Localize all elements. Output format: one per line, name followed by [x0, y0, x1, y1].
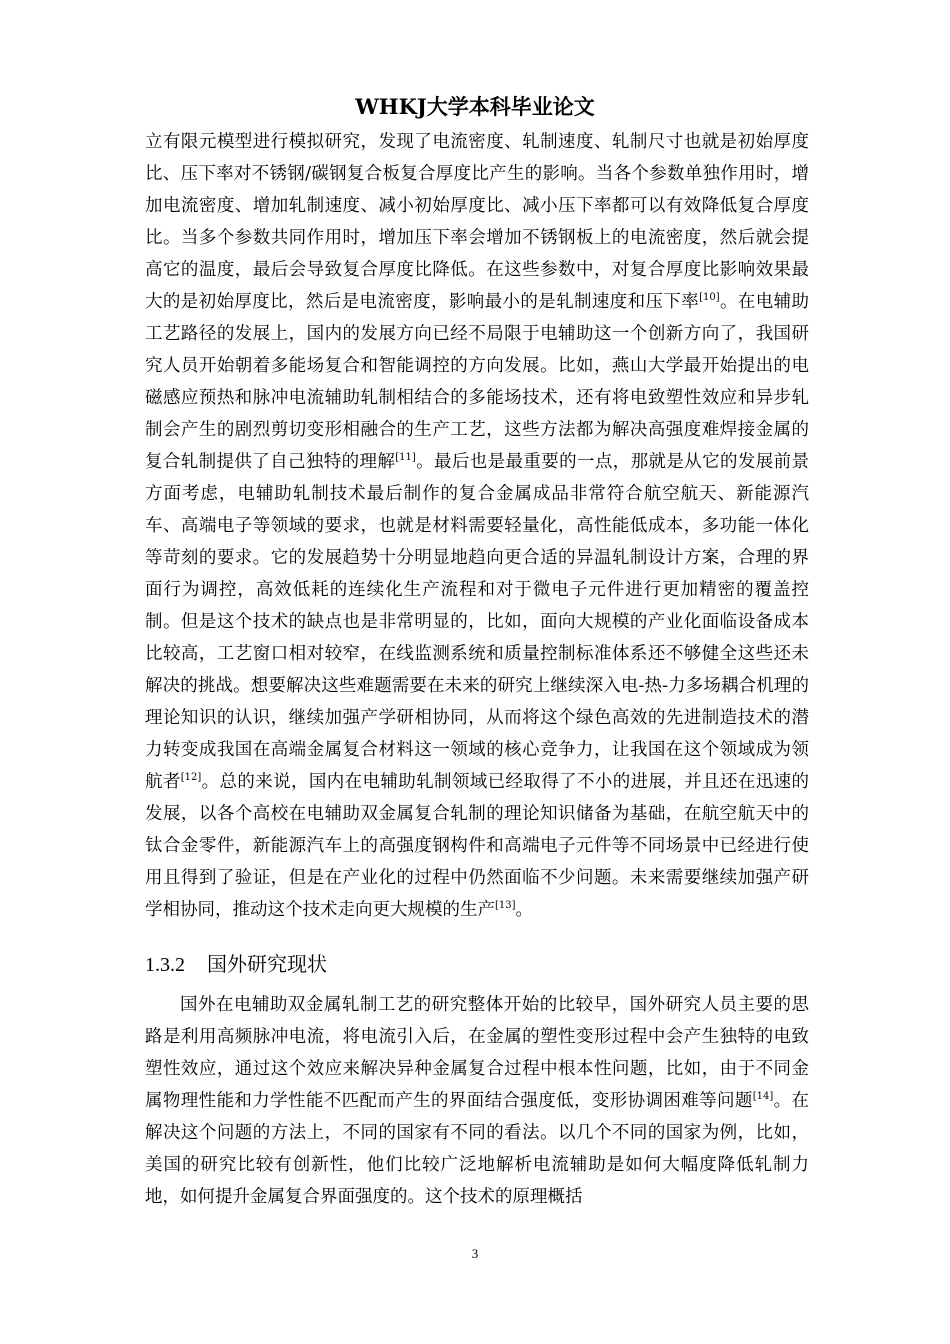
- citation: [13]: [495, 900, 516, 912]
- citation: [10]: [699, 292, 720, 304]
- citation: [14]: [752, 1091, 774, 1103]
- citation: [11]: [395, 452, 416, 464]
- paragraph-text: 国外在电辅助双金属轧制工艺的研究整体开始的比较早，国外研究人员主要的思路是利用高频脉冲电流，将电流引入后，在金属的塑性变形过程中会产生独特的电致塑性效应，通过这个效应来解决异种金属复合过程中根本性问题，比如，由于不同金属物理性能和力学性能不匹配而产生的界面结合强度低，变形协调困难等问题: [145, 995, 809, 1111]
- paragraph-text: 。最后也是最重要的一点，那就是从它的发展前景方面考虑，电辅助轧制技术最后制作的复合金属成品非常符合航空航天、新能源汽车、高端电子等领域的要求，也就是材料需要轻量化，高性能低成本，多功能一体化等苛刻的要求。它的发展趋势十分明显地趋向更合适的异温轧制设计方案，合理的界面行为调控，高效低耗的连续化生产流程和对于微电子元件进行更加精密的覆盖控制。但是这个技术的缺点也是非常明显的，比如，面向大规模的产业化面临设备成本比较高，工艺窗口相对较窄，在线监测系统和质量控制标准体系还不够健全这些还未解决的挑战。想要解决这些难题需要在未来的研究上继续深入电-热-力多场耦合机理的理论知识的认识，继续加强产学研相协同，从而将这个绿色高效的先进制造技术的潜力转变成我国在高端金属复合材料这一领域的核心竞争力，让我国在这个领域成为领航者: [145, 452, 810, 792]
- paragraph-foreign-research: [145, 989, 809, 1213]
- paragraph-text: 立有限元模型进行模拟研究，发现了电流密度、轧制速度、轧制尺寸也就是初始厚度比、压下率对不锈钢/碳钢复合板复合厚度比产生的影响。当各个参数单独作用时，增加电流密度、增加轧制速度、减小初始厚度比、减小压下率都可以有效降低复合厚度比。当多个参数共同作用时，增加压下率会增加不锈钢板上的电流密度，然后就会提高它的温度，最后会导致复合厚度比降低。在这些参数中，对复合厚度比影响效果最大的是初始厚度比，然后是电流密度，影响最小的是轧制速度和压下率: [145, 132, 809, 312]
- section-heading: [145, 948, 327, 981]
- page-number: 3: [471, 1246, 479, 1261]
- paragraph-text: 。在电辅助工艺路径的发展上，国内的发展方向已经不局限于电辅助这一个创新方向了，我国研究人员开始朝着多能场复合和智能调控的方向发展。比如，燕山大学最开始提出的电磁感应预热和脉冲电流辅助轧制相结合的多能场技术，还有将电致塑性效应和异步轧制会产生的剧烈剪切变形相融合的生产工艺，这些方法都为解决高强度难焊接金属的复合轧制提供了自己独特的理解: [145, 292, 810, 472]
- paragraph-text: 。: [515, 900, 534, 920]
- page-header: WHKJ大学本科毕业论文: [355, 94, 595, 119]
- paragraph-domestic-research: [145, 126, 809, 926]
- paragraph-text: 。在解决这个问题的方法上，不同的国家有不同的看法。以几个不同的国家为例，比如，美国的研究比较有创新性，他们比较广泛地解析电流辅助是如何大幅度降低轧制力地，如何提升金属复合界面强度的。这个技术的原理概括: [145, 1091, 809, 1207]
- section-number: 1.3.2: [145, 954, 185, 976]
- paragraph-text: 。总的来说，国内在电辅助轧制领域已经取得了不小的进展，并且还在迅速的发展，以各个高校在电辅助双金属复合轧制的理论知识储备为基础，在航空航天中的钛合金零件，新能源汽车上的高强度钢构件和高端电子元件等不同场景中已经进行使用且得到了验证，但是在产业化的过程中仍然面临不少问题。未来需要继续加强产研学相协同，推动这个技术走向更大规模的生产: [145, 772, 809, 920]
- citation: [12]: [180, 772, 202, 784]
- section-title: 国外研究现状: [207, 952, 327, 976]
